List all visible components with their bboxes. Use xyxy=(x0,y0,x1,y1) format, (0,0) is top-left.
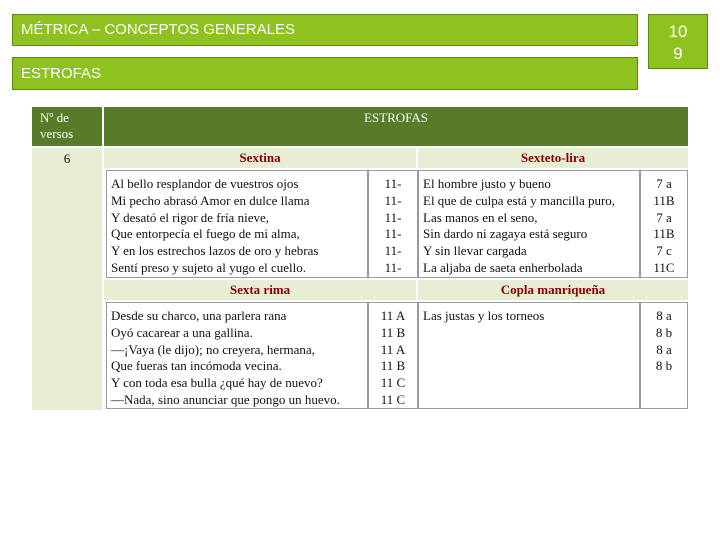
copla-manriquena-heading xyxy=(418,280,688,300)
sexta-rima-title: Sexta rima xyxy=(229,282,291,297)
sextina-metrics xyxy=(368,170,418,278)
verse-line: Mi pecho abrasó Amor en dulce llama xyxy=(111,192,310,208)
verse-line: Al bello resplandor de vuestros ojos xyxy=(111,176,299,191)
metric-line: 11 A xyxy=(380,308,406,323)
metric-line: 8 a xyxy=(656,308,672,323)
versos-header xyxy=(32,107,102,146)
estrofas-header xyxy=(104,107,688,146)
page-number-badge xyxy=(648,14,708,69)
verse-line: Desde su charco, una parlera rana xyxy=(111,308,287,323)
title-banner xyxy=(12,14,638,46)
metric-line: 11 C xyxy=(380,391,406,407)
verse-line: Que entorpecía el fuego de mi alma, xyxy=(111,226,300,242)
sextina-heading xyxy=(104,148,416,168)
section-banner xyxy=(12,57,638,90)
metric-line: 11- xyxy=(384,209,402,225)
num-versos-cell xyxy=(32,148,102,410)
metric-line: 11- xyxy=(384,259,402,275)
metric-line: 7 a xyxy=(656,209,672,225)
verse-line: El hombre justo y bueno xyxy=(423,176,551,191)
verse-line: El que de culpa está y mancilla puro, xyxy=(423,192,616,208)
sexta-rima-verses xyxy=(106,302,368,409)
metric-line: 11B xyxy=(653,192,675,208)
verse-line: —Nada, sino anunciar que pongo un huevo. xyxy=(111,391,340,407)
verse-line: Y desató el rigor de fría nieve, xyxy=(111,209,269,225)
versos-header-line: versos xyxy=(40,126,74,141)
metric-line: 8 a xyxy=(656,341,672,357)
verse-line: —¡Vaya (le dijo); no creyera, hermana, xyxy=(111,341,315,357)
metric-line: 11C xyxy=(653,259,675,275)
sexteto-lira-verses xyxy=(418,170,640,278)
metric-line: 11- xyxy=(384,226,402,242)
metric-line: 8 b xyxy=(655,358,673,374)
sexta-rima-heading xyxy=(104,280,416,300)
verse-line: Oyó cacarear a una gallina. xyxy=(111,324,253,340)
verse-line: Y en los estrechos lazos de oro y hebras xyxy=(111,243,319,259)
verse-line: Y sin llevar cargada xyxy=(423,243,527,259)
metric-line: 11B xyxy=(653,226,675,242)
verse-line: Que fueras tan incómoda vecina. xyxy=(111,358,282,374)
metric-line: 7 c xyxy=(656,243,672,259)
estrofas-header-label: ESTROFAS xyxy=(363,110,429,125)
sextina-verses xyxy=(106,170,368,278)
verse-line: Sentí preso y sujeto al yugo el cuello. xyxy=(111,259,306,275)
page-number-line: 10 xyxy=(668,22,688,41)
sexteto-lira-heading xyxy=(418,148,688,168)
verse-line: Sin dardo ni zagaya está seguro xyxy=(423,226,588,242)
copla-manriquena-title: Copla manriqueña xyxy=(500,282,606,297)
metric-line: 8 b xyxy=(655,324,673,340)
sexta-rima-metrics xyxy=(368,302,418,409)
metric-line: 11 C xyxy=(380,375,406,391)
versos-header-line: Nº de xyxy=(40,110,69,125)
metric-line: 11 B xyxy=(380,324,406,340)
metric-line: 11- xyxy=(384,176,402,191)
copla-manriquena-metrics xyxy=(640,302,688,409)
verse-line: Las manos en el seno, xyxy=(423,209,538,225)
page-number-line: 9 xyxy=(673,44,683,63)
page-title: MÉTRICA – CONCEPTOS GENERALES xyxy=(21,21,295,38)
num-versos-value: 6 xyxy=(63,151,71,166)
section-title: ESTROFAS xyxy=(21,65,102,82)
copla-manriquena-verses xyxy=(418,302,640,409)
metric-line: 7 a xyxy=(656,176,672,191)
sexteto-lira-title: Sexteto-lira xyxy=(520,150,586,165)
metric-line: 11 A xyxy=(380,341,406,357)
verse-line: La aljaba de saeta enherbolada xyxy=(423,259,583,275)
sexteto-lira-metrics xyxy=(640,170,688,278)
verse-line: Las justas y los torneos xyxy=(423,308,545,323)
sextina-title: Sextina xyxy=(239,150,281,165)
metric-line: 11- xyxy=(384,243,402,259)
verse-line: Y con toda esa bulla ¿qué hay de nuevo? xyxy=(111,375,323,391)
metric-line: 11 B xyxy=(380,358,406,374)
metric-line: 11- xyxy=(384,192,402,208)
